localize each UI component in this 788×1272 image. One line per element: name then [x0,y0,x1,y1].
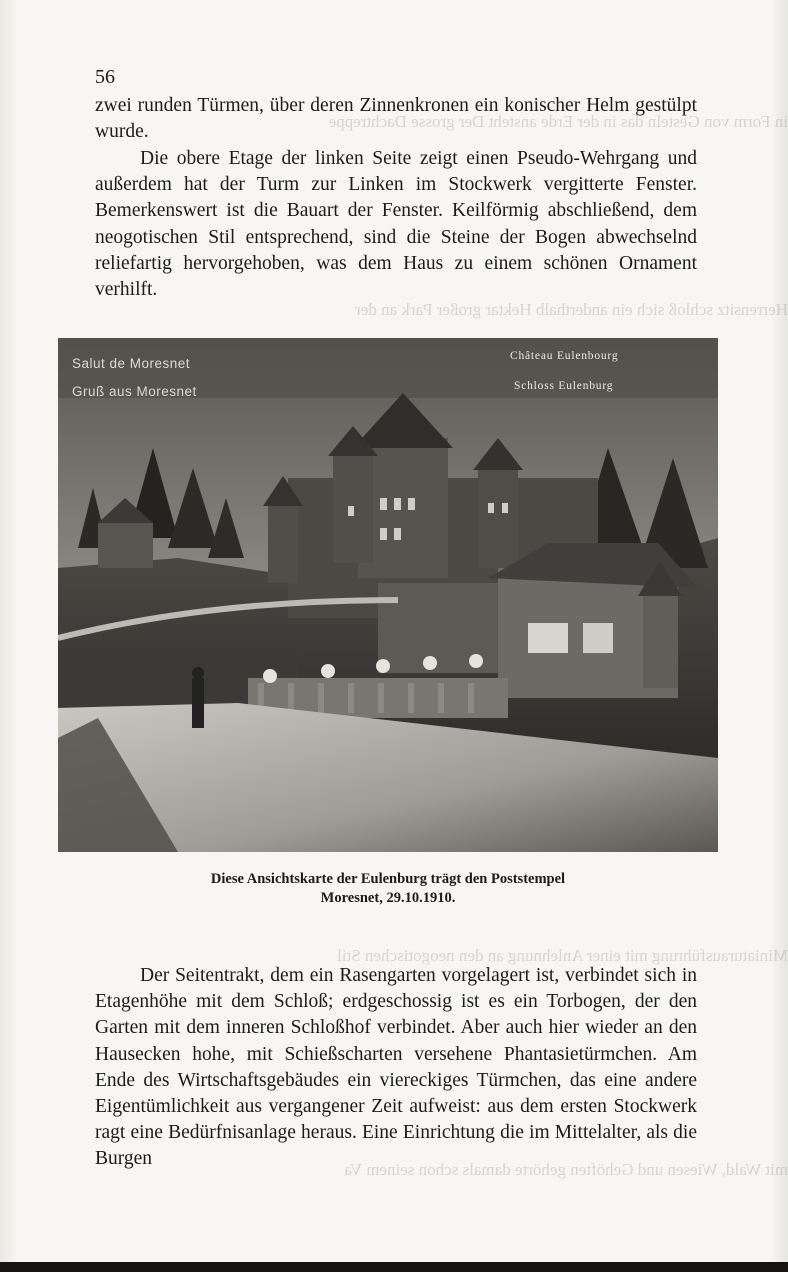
postcard-label-gruss: Gruß aus Moresnet [72,384,197,399]
postcard-label-chateau: Château Eulenbourg [510,350,619,362]
postcard-photo [58,338,718,852]
bleed-through-text: mit Wald, Wiesen und Gehöften gehörte damals schon seinem Va [344,1160,788,1179]
postcard-label-salut: Salut de Moresnet [72,356,191,371]
postcard-label-schloss: Schloss Eulenburg [514,380,614,392]
page-number: 56 [95,66,115,88]
paragraph-bottom: Der Seitentrakt, dem ein Rasengarten vorgelagert ist, verbindet sich in Etagenhöhe mit dem Schloß; erdgeschossig ist es ein Torbogen, der den Garten mit dem inneren Schloßhof verbindet. Aber auch hier wieder an den Hausecken hohe, mit Schießscharten versehene Phantasietürmchen. Am Ende des Wirtschaftsgebäudes ein viereckiges Türmchen, das eine andere Eigentümlichkeit aus vergangener Zeit aufweist: aus dem ersten Stockwerk ragt eine Bedürfnisanlage heraus. Eine Einrichtung die im Mittelalter, als die Burgen [95,965,697,1170]
bleed-through-text: Herrensitz schloß sich ein anderthalb Hektar großer Park an der [355,300,788,319]
bleed-through-text: in Form von Gesteln das in der Erde ansteht Der grosse Dachtreppe [328,112,788,131]
caption-line-2: Moresnet, 29.10.1910. [320,890,456,906]
paragraph-middle: Die obere Etage der linken Seite zeigt einen Pseudo-Wehrgang und außerdem hat der Turm zur Linken im Stockwerk vergitterte Fenster. Bemerkenswert ist die Bauart der Fenster. Keilförmig abschließend, dem neogotischen Stil entsprechend, sind die Steine der Bogen abwechselnd reliefartig hervorgehoben, was dem Haus zu einem schönen Ornament verhilft. [95,148,697,301]
bleed-through-text: Miniaturausführung mit einer Anlehnung an den neogotischen Stil [337,946,788,965]
paragraph-top: zwei runden Türmen, über deren Zinnenkronen ein konischer Helm gestülpt wurde. [95,95,697,143]
caption-line-1: Diese Ansichtskarte der Eulenburg trägt den Poststempel [210,871,566,887]
castle-illustration [58,338,718,852]
bottom-edge [0,1262,788,1272]
photo-caption [58,870,718,908]
